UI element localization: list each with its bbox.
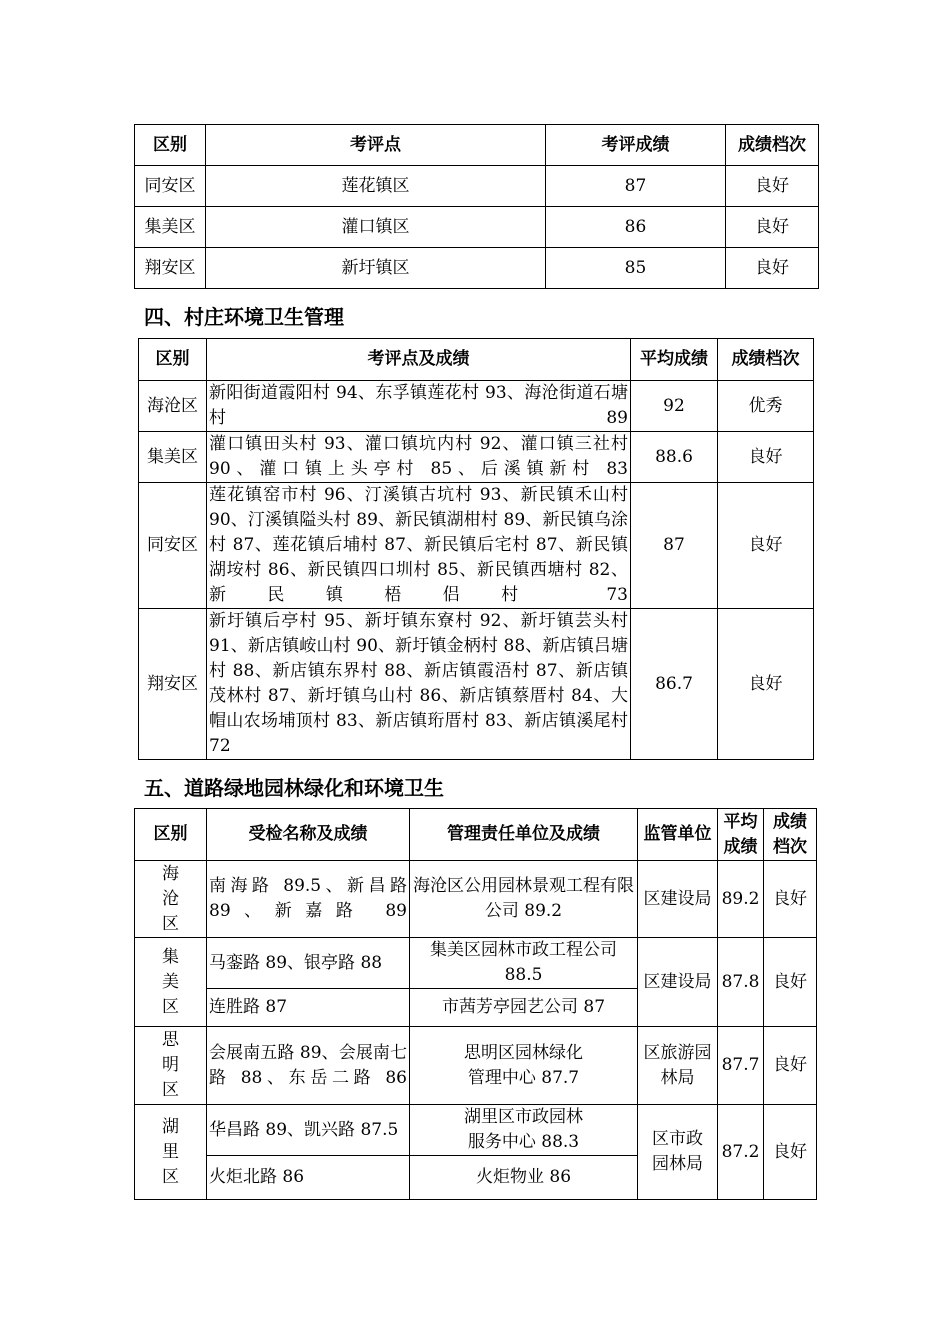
header-cell: 平均 成绩: [718, 809, 764, 861]
cell-points: 灌口镇田头村 93、灌口镇坑内村 92、灌口镇三社村 90、灌口镇上头亭村 85、后溪镇新村 83: [207, 432, 631, 483]
cell-avg: 92: [631, 381, 718, 432]
cell-district: 同安区: [139, 483, 207, 609]
cell-road: 会展南五路 89、会展南七路 88、东岳二路 86: [207, 1027, 410, 1105]
header-cell: 区别: [135, 809, 207, 861]
cell-grade: 良好: [726, 248, 819, 289]
cell-unit: 海沧区公用园林景观工程有限公司 89.2: [410, 861, 638, 938]
header-cell: 平均成绩: [631, 339, 718, 381]
section-title-village: 四、村庄环境卫生管理: [144, 305, 344, 329]
table-row: [135, 861, 817, 938]
cell-district: 湖 里 区: [135, 1105, 207, 1200]
table-district-towns: [134, 124, 819, 289]
cell-score: 87: [546, 166, 726, 207]
header-cell: 成绩档次: [718, 339, 814, 381]
cell-unit: 火炬物业 86: [410, 1156, 638, 1200]
cell-grade: 良好: [726, 207, 819, 248]
cell-score: 85: [546, 248, 726, 289]
cell-district: 集美区: [135, 207, 206, 248]
table-row: [135, 1105, 817, 1156]
header-cell: 成绩 档次: [764, 809, 817, 861]
cell-avg: 87.2: [718, 1105, 764, 1200]
cell-unit: 集美区园林市政工程公司 88.5: [410, 938, 638, 989]
cell-points: 新圩镇后亭村 95、新圩镇东寮村 92、新圩镇芸头村 91、新店镇峖山村 90、新圩镇金柄村 88、新店镇吕塘村 88、新店镇东界村 88、新店镇霞浯村 87、新店镇茂林村 87、新圩镇乌山村 86、新店镇蔡厝村 84、大帽山农场埔顶村 83、新店镇珩厝村 83、新店镇溪尾村 72: [207, 609, 631, 760]
cell-road: 连胜路 87: [207, 989, 410, 1027]
cell-road: 火炬北路 86: [207, 1156, 410, 1200]
table-row: [135, 166, 819, 207]
table-row: [135, 1027, 817, 1105]
cell-avg: 87.8: [718, 938, 764, 1027]
cell-road: 华昌路 89、凯兴路 87.5: [207, 1105, 410, 1156]
cell-grade: 良好: [718, 432, 814, 483]
cell-point: 新圩镇区: [206, 248, 546, 289]
header-cell: 管理责任单位及成绩: [410, 809, 638, 861]
header-cell: 考评点: [206, 125, 546, 166]
cell-district: 海沧区: [139, 381, 207, 432]
header-cell: 考评点及成绩: [207, 339, 631, 381]
cell-supervisor: 区旅游园林局: [638, 1027, 718, 1105]
header-cell: 区别: [135, 125, 206, 166]
cell-grade: 良好: [726, 166, 819, 207]
cell-road: 南海路 89.5、新昌路 89、新嘉路 89: [207, 861, 410, 938]
cell-district: 海 沧 区: [135, 861, 207, 938]
table-row: [139, 432, 814, 483]
cell-district: 集 美 区: [135, 938, 207, 1027]
cell-district: 思 明 区: [135, 1027, 207, 1105]
cell-grade: 良好: [764, 1027, 817, 1105]
header-cell: 受检名称及成绩: [207, 809, 410, 861]
header-cell: 考评成绩: [546, 125, 726, 166]
cell-unit: 湖里区市政园林 服务中心 88.3: [410, 1105, 638, 1156]
table-row: [135, 207, 819, 248]
table-village-sanitation: [138, 338, 814, 760]
table-row: [139, 609, 814, 760]
cell-avg: 86.7: [631, 609, 718, 760]
cell-grade: 良好: [718, 483, 814, 609]
cell-points: 莲花镇窑市村 96、汀溪镇古坑村 93、新民镇禾山村 90、汀溪镇隘头村 89、新民镇湖柑村 89、新民镇乌涂村 87、莲花镇后埔村 87、新民镇后宅村 87、新民镇湖垵村 86、新民镇四口圳村 85、新民镇西塘村 82、新民镇梧侣村 73: [207, 483, 631, 609]
table-row: [135, 248, 819, 289]
cell-grade: 良好: [764, 861, 817, 938]
cell-grade: 良好: [718, 609, 814, 760]
cell-avg: 89.2: [718, 861, 764, 938]
cell-district: 集美区: [139, 432, 207, 483]
cell-unit: 思明区园林绿化 管理中心 87.7: [410, 1027, 638, 1105]
cell-grade: 良好: [764, 938, 817, 1027]
cell-supervisor: 区建设局: [638, 938, 718, 1027]
cell-avg: 87.7: [718, 1027, 764, 1105]
cell-supervisor: 区建设局: [638, 861, 718, 938]
cell-supervisor: 区市政 园林局: [638, 1105, 718, 1200]
table-road-greening: [134, 808, 817, 1200]
cell-point: 莲花镇区: [206, 166, 546, 207]
cell-district: 翔安区: [135, 248, 206, 289]
cell-points: 新阳街道霞阳村 94、东孚镇莲花村 93、海沧街道石塘村 89: [207, 381, 631, 432]
cell-grade: 优秀: [718, 381, 814, 432]
cell-road: 马銮路 89、银亭路 88: [207, 938, 410, 989]
cell-grade: 良好: [764, 1105, 817, 1200]
cell-unit: 市茜芳亭园艺公司 87: [410, 989, 638, 1027]
table-row: [139, 483, 814, 609]
header-cell: 成绩档次: [726, 125, 819, 166]
table-row: [139, 381, 814, 432]
cell-avg: 87: [631, 483, 718, 609]
cell-avg: 88.6: [631, 432, 718, 483]
cell-district: 翔安区: [139, 609, 207, 760]
header-cell: 监管单位: [638, 809, 718, 861]
header-cell: 区别: [139, 339, 207, 381]
cell-point: 灌口镇区: [206, 207, 546, 248]
table-row: [135, 938, 817, 989]
cell-score: 86: [546, 207, 726, 248]
section-title-roads: 五、道路绿地园林绿化和环境卫生: [144, 776, 444, 800]
cell-district: 同安区: [135, 166, 206, 207]
